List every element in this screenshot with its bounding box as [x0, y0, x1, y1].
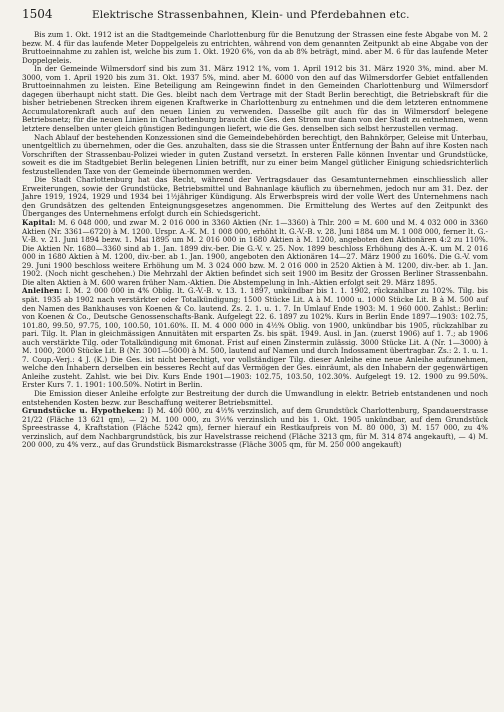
- section-kapital: [22, 219, 488, 287]
- paragraph-text: Die Stadt Charlottenburg hat das Recht, während der Vertragsdauer das Gesamtunternehmen einschliesslich aller Erweiterungen, sowie der Grundstücke, Betriebsmittel und Bahnanlage käuflich zu übernehmen, jedoch nur am 31. Dez. der Jahre 1919, 1924, 1929 und 1934 bei 1½jähriger Kündigung. Als Erwerbspreis wird der volle Wert des Unternehmens nach den Grundsätzen des geltenden Enteignungsgesetzes angenommen. Die Ermittelung des Wertes auf den Zeitpunkt des Überganges des Unternehmens erfolgt durch ein Schiedsgericht.: [22, 175, 488, 219]
- paragraph-concession-expiry: [22, 134, 488, 177]
- running-title: Elektrische Strassenbahnen, Klein- und Pferdebahnen etc.: [92, 9, 410, 21]
- section-grundstuecke: [22, 407, 488, 450]
- paragraph-tax-wilmersdorf: [22, 65, 488, 133]
- section-label: Anleihen:: [22, 286, 63, 296]
- paragraph-text: In der Gemeinde Wilmersdorf sind bis zum 31. März 1912 1%, vom 1. April 1912 bis 31. März 1920 3%, mind. aber M. 3000, vom 1. April 1920 bis zum 31. Okt. 1937 5%, mind. aber M. 6000 von den auf das Wilmersdorfer Gebiet entfallenden Bruttoeinnahmen zu leisten. Eine Beteiligung am Reingewinn findet in den Gemeinden Charlottenburg und Wilmersdorf dagegen überhaupt nicht statt. Die Ges. bleibt nach dem Vertrage mit der Stadt Berlin berechtigt, die Betriebskraft für die bisher betriebenen Strecken ihrem eigenen Kraftwerke in Charlottenburg zu entnehmen und die dem letzteren entnommene Accumulatorenkraft auch auf den neuen Linien zu verwenden. Dasselbe gilt auch für das in Wilmersdorf belegene Betriebsnetz; für die neuen Linien in Charlottenburg braucht die Ges. den Strom nur dann von der Stadt zu entnehmen, wenn letztere denselben unter gleich günstigen Bedingungen liefert, wie die Ges. denselben sich selbst herzustellen vermag.: [22, 64, 488, 134]
- paragraph-text: Nach Ablauf der bestehenden Konzessionen sind die Gemeindebehörden berechtigt, den Bahnkörper, Geleise mit Unterbau, unentgeltlich zu übernehmen, oder die Ges. anzuhalten, dass sie die Strassen unter Entfernung der Bahn auf ihre Kosten nach Vorschriften der Strassenbau-Polizei wieder in guten Zustand versetzt. In ersteren Falle können Inventar und Grundstücke, soweit es die im Stadtgebiet Berlin belegenen Linien betrifft, nur zu einer beim Mangel gütlicher Einigung schiedsrichterlich festzustellenden Taxe von der Gemeinde übernommen werden.: [22, 132, 488, 176]
- paragraph-text: Die Emission dieser Anleihe erfolgte zur Bestreitung der durch die Umwandlung in elektr. Betrieb entstandenen und noch entstehenden Kosten bezw. zur Beschaffung weiterer Betriebsmittel.: [22, 388, 488, 407]
- paragraph-text: Bis zum 1. Okt. 1912 ist an die Stadtgemeinde Charlottenburg für die Benutzung der Strassen eine feste Abgabe von M. 2 bezw. M. 4 für das laufende Meter Doppelgeleis zu entrichten, während von dem genannten Zeitpunkt ab eine Abgabe von der Bruttoeinnahme zu zahlen ist, welche bis zum 1. Okt. 1920 6%, von da ab 8% beträgt, mind. aber M. 6 für das laufende Meter Doppelgeleis.: [22, 30, 488, 65]
- section-text: I) M. 400 000, zu 4½% verzinslich, auf dem Grundstück Charlottenburg, Spandauerstrasse 21/22 (Fläche 13 621 qm), — 2) M. 100 000, zu 3½% verzinslich und bis 1. Okt. 1905 unkündbar, auf dem Grundstück Spreestrasse 4, Kraftstation (Fläche 5242 qm), ferner hierauf ein Restkaufpreis von M. 80 000, 3) M. 157 000, zu 4% verzinslich, auf dem Nachbargrundstück, bis zur Havelstrasse reichend (Fläche 3213 qm, für M. 314 874 angekauft), — 4) M. 200 000, zu 4% verz., auf das Grundstück Bismarckstrasse (Fläche 3005 qm, für M. 250 000 angekauft): [22, 406, 488, 450]
- page-number: 1504: [22, 7, 53, 21]
- section-label: Grundstücke u. Hypotheken:: [22, 406, 145, 416]
- paragraph-purchase-right: [22, 176, 488, 219]
- section-anleihen: [22, 287, 488, 390]
- paragraph-tax-charlottenburg: [22, 31, 488, 65]
- running-header: [22, 8, 488, 22]
- document-body: [22, 31, 488, 450]
- section-label: Kapital:: [22, 218, 56, 228]
- section-text: M. 6 048 000, und zwar M. 2 016 000 in 3360 Aktien (Nr. 1—3360) à Thlr. 200 = M. 600 und M. 4 032 000 in 3360 Aktien (Nr. 3361—6720) à M. 1200. Urspr. A.-K. M. 1 008 000, erhöht lt. G.-V.-B. v. 28. Juni 1884 um M. 1 008 000, ferner lt. G.-V.-B. v. 21. Juni 1894 bezw. 1. Mai 1895 um M. 2 016 000 in 1680 Aktien à M. 1200, angeboten den Aktionären 4:2 zu 110%. Die Aktien Nr. 1680—3360 sind ab 1. Jan. 1899 div.-ber. Die G.-V. v. 25. Nov. 1899 beschloss Erhöhung des A.-K. um M. 2 016 000 in 1680 Aktien à M. 1200, div.-ber. ab 1. Jan. 1900, angeboten den Aktionären 14—27. März 1900 zu 160%. Die G.-V. vom 29. Juni 1900 beschloss weitere Erhöhung um M. 3 024 000 bzw. M. 2 016 000 in 2520 Aktien à M. 1200, div.-ber. ab 1. Jan. 1902. (Noch nicht geschehen.) Die Mehrzahl der Aktien befindet sich seit 1900 im Besitz der Grossen Berliner Strassenbahn. Die alten Aktien à M. 600 waren früher Nam.-Aktien. Die Abstempelung in Inh.-Aktien erfolgt seit 29. März 1895.: [22, 218, 488, 287]
- section-text: I. M. 2 000 000 in 4% Oblig. lt. G.-V.-B. v. 13. 1. 1897, unkündbar bis 1. 1. 1902, rückzahlbar zu 102%. Tilg. bis spät. 1935 ab 1902 nach verstärkter oder Totalkündigung; 1500 Stücke Lit. A à M. 1000 u. 1000 Stücke Lit. B à M. 500 auf den Namen des Bankhauses von Koenen & Co. lautend. Zs. 2. 1. u. 1. 7. In Umlauf Ende 1903: M. 1 960 000. Zahlst.: Berlin: von Koenen & Co., Deutsche Genossenschafts-Bank. Aufgelegt 22. 6. 1897 zu 102%. Kurs in Berlin Ende 1897—1903: 102.75, 101.80, 99.50, 97.75, 100, 100.50, 101.60%. II. M. 4 000 000 in 4½% Oblig. von 1900, unkündbar bis 1905, rückzahlbar zu pari. Tilg. lt. Plan in gleichmässigen Annuitäten mit ersparten Zs. bis spät. 1949. Ausl. in Jan. (zuerst 1906) auf 1. 7.; ab 1906 auch verstärkte Tilg. oder Totalkündigung mit 6monat. Frist auf einen Zinstermin zulässig. 3000 Stücke Lit. A (Nr. 1—3000) à M. 1000, 2000 Stücke Lit. B (Nr. 3001—5000) à M. 500, lautend auf Namen und durch Indossament übertragbar. Zs.: 2. 1. u. 1. 7. Coup.-Verj.: 4 J. (K.) Die Ges. ist nicht berechtigt, vor vollständiger Tilg. dieser Anleihe eine neue Anleihe aufzunehmen, welche den Inhabern derselben ein besseres Recht auf das Vermögen der Ges. einräumt, als den Inhabern der gegenwärtigen Anleihe zusteht. Zahlst. wie bei Div. Kurs Ende 1901—1903: 102.75, 103.50, 102.30%. Aufgelegt 19. 12. 1900 zu 99.50%. Erster Kurs 7. 1. 1901: 100.50%. Notirt in Berlin.: [22, 286, 488, 390]
- paragraph-emission: [22, 390, 488, 407]
